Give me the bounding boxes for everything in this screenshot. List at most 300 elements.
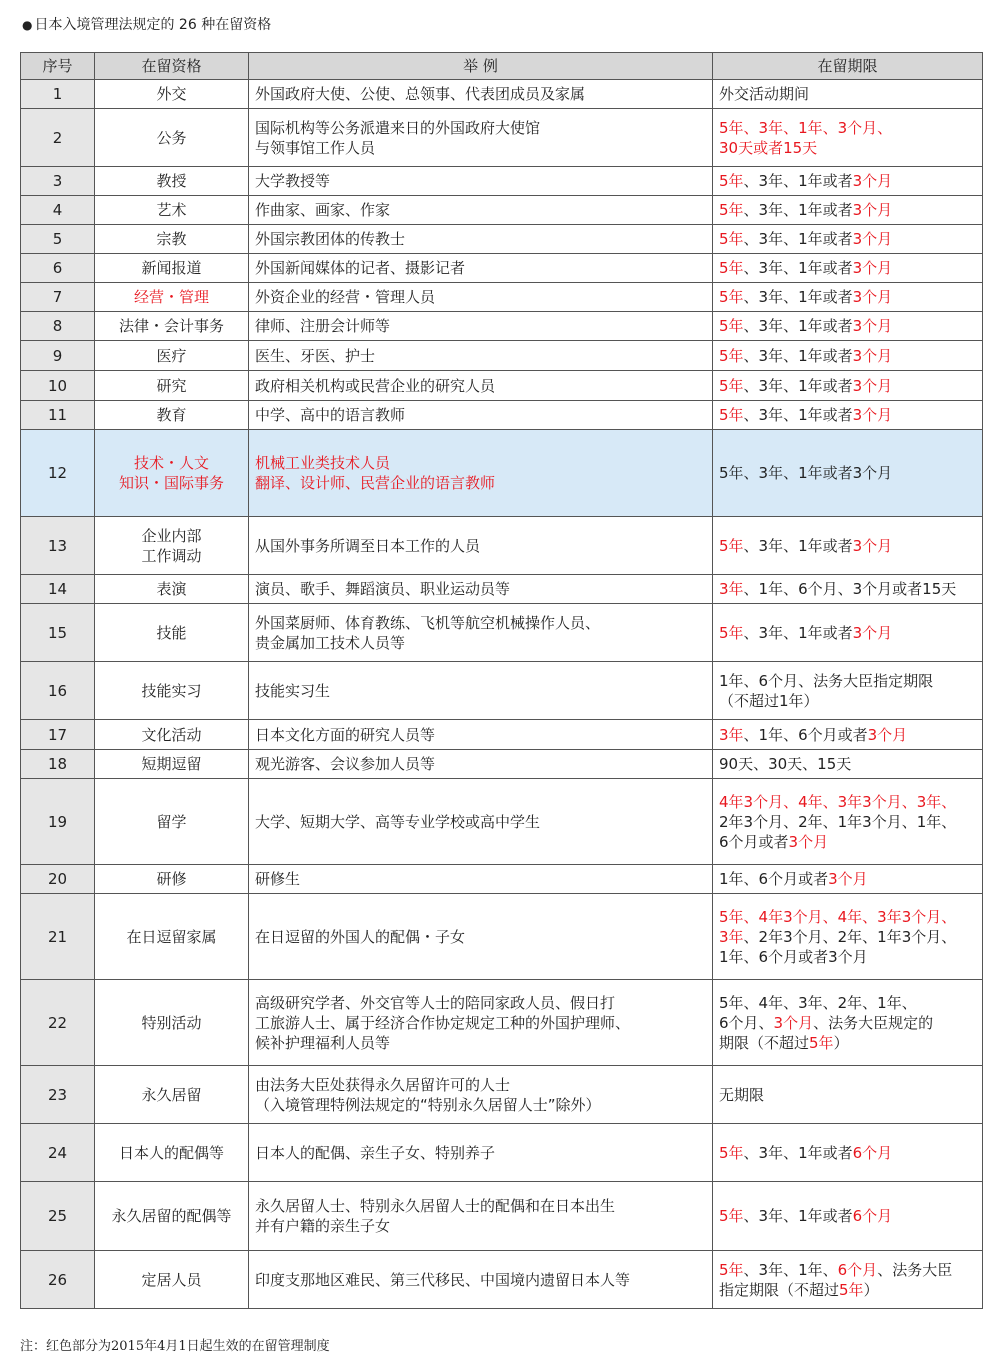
cell-line xyxy=(719,346,976,366)
cell-period xyxy=(713,1182,983,1251)
cell-example xyxy=(249,401,713,430)
table-row xyxy=(21,517,983,575)
cell-period xyxy=(713,430,983,517)
column-header-status: 在留资格 xyxy=(95,53,249,80)
cell-example xyxy=(249,80,713,109)
red-text: 5年 xyxy=(719,317,744,335)
cell-text: 1年、6个月或者3个月 xyxy=(719,947,868,966)
cell-example xyxy=(249,196,713,225)
cell-line xyxy=(719,907,976,927)
cell-example xyxy=(249,283,713,312)
table-row xyxy=(21,980,983,1066)
cell-period xyxy=(713,517,983,575)
cell-number: 19 xyxy=(21,779,95,865)
cell-text: 1年、6个月或者 xyxy=(719,870,829,888)
cell-line xyxy=(255,200,706,220)
cell-status xyxy=(95,779,249,865)
cell-line xyxy=(255,138,706,158)
cell-text: 大学、短期大学、高等专业学校或高中学生 xyxy=(255,812,541,831)
cell-number: 11 xyxy=(21,401,95,430)
cell-example xyxy=(249,865,713,894)
cell-status xyxy=(95,196,249,225)
cell-text: 技能实习 xyxy=(141,681,202,700)
cell-text: 观光游客、会议参加人员等 xyxy=(255,755,436,773)
cell-example xyxy=(249,430,713,517)
red-text: 5年 xyxy=(719,288,744,306)
cell-line xyxy=(719,1013,976,1033)
residence-status-table xyxy=(20,52,983,1309)
cell-line xyxy=(255,1095,706,1115)
cell-text: 期限（不超过 xyxy=(719,1033,810,1052)
cell-status xyxy=(95,401,249,430)
cell-number: 7 xyxy=(21,283,95,312)
cell-text: 、3年、1年或者 xyxy=(743,1207,853,1225)
cell-text: 新闻报道 xyxy=(141,259,202,277)
cell-text: 艺术 xyxy=(156,201,187,219)
cell-text: 研修生 xyxy=(255,870,301,888)
cell-line xyxy=(255,579,706,599)
cell-line xyxy=(719,832,976,852)
red-text: 5年 xyxy=(719,201,744,219)
table-row xyxy=(21,1124,983,1182)
cell-example xyxy=(249,341,713,371)
cell-line xyxy=(255,376,706,396)
cell-line xyxy=(719,376,976,396)
cell-line xyxy=(719,258,976,278)
cell-text: 宗教 xyxy=(156,230,187,248)
cell-text: 国际机构等公务派遣来日的外国政府大使馆 xyxy=(255,118,541,137)
cell-text: 、3年、1年、 xyxy=(743,1260,838,1279)
column-header-no: 序号 xyxy=(21,53,95,80)
cell-line xyxy=(255,346,706,366)
cell-line xyxy=(101,754,242,774)
cell-line xyxy=(255,258,706,278)
cell-line xyxy=(101,229,242,249)
cell-number: 20 xyxy=(21,865,95,894)
cell-text: 工作调动 xyxy=(141,546,202,565)
cell-text: 90天、30天、15天 xyxy=(719,755,852,773)
cell-line xyxy=(101,681,242,701)
red-text: 3个月 xyxy=(852,201,893,219)
red-text: 5年 xyxy=(719,536,744,555)
red-text: 5年、4年3个月、4年、3年3个月、 xyxy=(719,907,957,926)
red-text: 3个月 xyxy=(852,317,893,335)
cell-line xyxy=(719,792,976,812)
cell-line xyxy=(101,405,242,425)
red-text: 6个月 xyxy=(852,1143,893,1162)
cell-line xyxy=(255,1216,706,1236)
cell-line xyxy=(101,526,242,546)
cell-line xyxy=(255,1143,706,1163)
cell-line xyxy=(255,812,706,832)
cell-text: 、3年、1年或者 xyxy=(743,623,853,642)
cell-line xyxy=(255,1196,706,1216)
cell-text: 外国菜厨师、体育教练、飞机等航空机械操作人员、 xyxy=(255,613,601,632)
cell-text: 与领事馆工作人员 xyxy=(255,138,376,157)
red-text: 3年 xyxy=(719,725,744,744)
red-text: 6个月 xyxy=(852,1207,893,1225)
red-text: 5年 xyxy=(719,172,744,190)
table-row xyxy=(21,225,983,254)
cell-status xyxy=(95,720,249,750)
cell-status xyxy=(95,80,249,109)
cell-line xyxy=(255,725,706,745)
cell-text: 作曲家、画家、作家 xyxy=(255,201,391,219)
cell-example xyxy=(249,779,713,865)
cell-status xyxy=(95,371,249,401)
cell-status xyxy=(95,430,249,517)
cell-period xyxy=(713,779,983,865)
cell-text: 技能实习生 xyxy=(255,681,331,700)
cell-period xyxy=(713,225,983,254)
cell-line xyxy=(101,376,242,396)
cell-text: 研究 xyxy=(156,376,187,395)
cell-period xyxy=(713,720,983,750)
table-row xyxy=(21,1182,983,1251)
red-text: 5年 xyxy=(719,623,744,642)
cell-status xyxy=(95,604,249,662)
cell-status xyxy=(95,894,249,980)
cell-text: 指定期限（不超过 xyxy=(719,1280,840,1299)
cell-text: 6个月或者 xyxy=(719,832,789,851)
red-text: 5年 xyxy=(719,1260,744,1279)
cell-line xyxy=(101,473,242,493)
cell-line xyxy=(255,171,706,191)
cell-text: 、法务大臣 xyxy=(877,1260,953,1279)
cell-example xyxy=(249,1251,713,1309)
cell-line xyxy=(719,869,976,889)
cell-text: 永久居留人士、特别永久居留人士的配偶和在日本出生 xyxy=(255,1197,616,1215)
table-row xyxy=(21,575,983,604)
cell-line xyxy=(719,725,976,745)
cell-number: 2 xyxy=(21,109,95,167)
cell-text: 外资企业的经营・管理人员 xyxy=(255,288,436,306)
cell-line xyxy=(255,405,706,425)
cell-line xyxy=(719,623,976,643)
table-row xyxy=(21,254,983,283)
red-text: 5年 xyxy=(719,376,744,395)
cell-number: 18 xyxy=(21,750,95,779)
cell-line xyxy=(255,536,706,556)
cell-text: 1年、6个月、法务大臣指定期限 xyxy=(719,671,934,690)
cell-example xyxy=(249,750,713,779)
cell-text: 、3年、1年或者 xyxy=(743,317,853,335)
cell-status xyxy=(95,225,249,254)
cell-text: 、3年、1年或者 xyxy=(743,201,853,219)
page-title xyxy=(22,14,271,34)
cell-text: 技能 xyxy=(156,623,187,642)
cell-line xyxy=(719,579,976,599)
table-row xyxy=(21,341,983,371)
table-row xyxy=(21,283,983,312)
cell-period xyxy=(713,254,983,283)
cell-line xyxy=(101,346,242,366)
red-text: 3个月 xyxy=(852,536,893,555)
cell-example xyxy=(249,109,713,167)
cell-status xyxy=(95,1124,249,1182)
cell-line xyxy=(255,633,706,653)
cell-text: 高级研究学者、外交官等人士的陪同家政人员、假日打 xyxy=(255,993,616,1012)
cell-line xyxy=(101,869,242,889)
cell-line xyxy=(255,613,706,633)
cell-line xyxy=(101,453,242,473)
red-text: 3年 xyxy=(719,927,744,946)
cell-text: 、法务大臣规定的 xyxy=(813,1013,934,1032)
cell-line xyxy=(719,1033,976,1053)
table-row xyxy=(21,196,983,225)
cell-example xyxy=(249,225,713,254)
cell-text: 5年、4年、3年、2年、1年、 xyxy=(719,993,917,1012)
cell-line xyxy=(719,812,976,832)
cell-text: 、3年、1年或者 xyxy=(743,1143,853,1162)
cell-text: 、3年、1年或者 xyxy=(743,536,853,555)
cell-period xyxy=(713,283,983,312)
red-text: 3个月 xyxy=(852,230,893,248)
cell-example xyxy=(249,604,713,662)
cell-line xyxy=(719,1085,976,1105)
cell-line xyxy=(719,671,976,691)
red-text: 3个月 xyxy=(773,1013,814,1032)
cell-period xyxy=(713,1124,983,1182)
cell-line xyxy=(255,473,706,493)
table-row xyxy=(21,80,983,109)
cell-text: 演员、歌手、舞蹈演员、职业运动员等 xyxy=(255,580,511,598)
red-text: 3个月 xyxy=(852,376,893,395)
title-text: 日本入境管理法规定的 26 种在留资格 xyxy=(34,17,272,33)
cell-text: 政府相关机构或民营企业的研究人员 xyxy=(255,376,496,395)
cell-status xyxy=(95,1251,249,1309)
cell-text: 在日逗留家属 xyxy=(126,927,217,946)
cell-line xyxy=(719,229,976,249)
cell-text: 、3年、1年或者 xyxy=(743,288,853,306)
red-text: 5年 xyxy=(719,1143,744,1162)
red-text: 3个月 xyxy=(852,406,893,424)
cell-text: （入境管理特例法规定的“特别永久居留人士”除外） xyxy=(255,1095,601,1114)
cell-line xyxy=(255,1013,706,1033)
cell-example xyxy=(249,575,713,604)
cell-line xyxy=(719,118,976,138)
cell-number: 1 xyxy=(21,80,95,109)
cell-number: 3 xyxy=(21,167,95,196)
cell-line xyxy=(101,128,242,148)
cell-text: 教育 xyxy=(156,406,187,424)
cell-example xyxy=(249,517,713,575)
red-text: 技术・人文 xyxy=(133,454,209,472)
cell-period xyxy=(713,109,983,167)
cell-line xyxy=(719,138,976,158)
red-text: 30天或者15天 xyxy=(719,138,818,157)
cell-number: 9 xyxy=(21,341,95,371)
red-text: 5年 xyxy=(839,1280,864,1299)
red-text: 6个月 xyxy=(837,1260,878,1279)
cell-period xyxy=(713,894,983,980)
cell-text: 教授 xyxy=(156,172,187,190)
red-text: 3个月 xyxy=(788,832,829,851)
cell-text: 永久居留的配偶等 xyxy=(111,1207,232,1225)
cell-number: 15 xyxy=(21,604,95,662)
red-text: 5年 xyxy=(719,346,744,365)
cell-status xyxy=(95,1182,249,1251)
cell-text: 短期逗留 xyxy=(141,755,202,773)
red-text: 5年 xyxy=(719,230,744,248)
cell-status xyxy=(95,517,249,575)
cell-line xyxy=(255,681,706,701)
cell-example xyxy=(249,1182,713,1251)
cell-number: 4 xyxy=(21,196,95,225)
cell-line xyxy=(719,754,976,774)
cell-period xyxy=(713,371,983,401)
cell-line xyxy=(101,1085,242,1105)
cell-status xyxy=(95,575,249,604)
red-text: 5年、3年、1年、3个月、 xyxy=(719,118,893,137)
cell-text: 文化活动 xyxy=(141,725,202,744)
cell-line xyxy=(101,287,242,307)
red-text: 知识・国际事务 xyxy=(118,474,224,492)
cell-number: 8 xyxy=(21,312,95,341)
cell-period xyxy=(713,1066,983,1124)
cell-text: 从国外事务所调至日本工作的人员 xyxy=(255,536,481,555)
cell-status xyxy=(95,980,249,1066)
cell-line xyxy=(719,927,976,947)
cell-line xyxy=(719,405,976,425)
cell-text: 企业内部 xyxy=(141,526,202,545)
cell-line xyxy=(101,623,242,643)
red-text: 5年 xyxy=(719,406,744,424)
cell-line xyxy=(101,316,242,336)
cell-text: 、3年、1年或者 xyxy=(743,259,853,277)
cell-line xyxy=(255,84,706,104)
cell-line xyxy=(719,1260,976,1280)
cell-text: 印度支那地区难民、第三代移民、中国境内遗留日本人等 xyxy=(255,1270,631,1289)
table-row xyxy=(21,1066,983,1124)
table-row xyxy=(21,604,983,662)
cell-number: 21 xyxy=(21,894,95,980)
red-text: 3个月 xyxy=(852,346,893,365)
cell-text: 公务 xyxy=(156,128,187,147)
cell-number: 24 xyxy=(21,1124,95,1182)
cell-line xyxy=(719,691,976,711)
red-text: 3个月 xyxy=(852,288,893,306)
cell-text: 外国政府大使、公使、总领事、代表团成员及家属 xyxy=(255,85,586,103)
cell-text: 特别活动 xyxy=(141,1013,202,1032)
cell-number: 6 xyxy=(21,254,95,283)
cell-text: 律师、注册会计师等 xyxy=(255,317,391,335)
cell-status xyxy=(95,109,249,167)
cell-text: 贵金属加工技术人员等 xyxy=(255,633,406,652)
cell-text: 工旅游人士、属于经济合作协定规定工种的外国护理师、 xyxy=(255,1013,631,1032)
cell-period xyxy=(713,401,983,430)
cell-line xyxy=(101,200,242,220)
red-text: 翻译、设计师、民营企业的语言教师 xyxy=(255,474,496,492)
table-row xyxy=(21,167,983,196)
cell-line xyxy=(719,171,976,191)
cell-text: 5年、3年、1年或者3个月 xyxy=(719,464,893,482)
cell-example xyxy=(249,254,713,283)
cell-status xyxy=(95,312,249,341)
table-row xyxy=(21,430,983,517)
cell-period xyxy=(713,1251,983,1309)
cell-period xyxy=(713,604,983,662)
cell-period xyxy=(713,341,983,371)
column-header-period: 在留期限 xyxy=(713,53,983,80)
table-row xyxy=(21,662,983,720)
cell-line xyxy=(255,453,706,473)
cell-line xyxy=(719,947,976,967)
cell-line xyxy=(719,536,976,556)
cell-text: 日本人的配偶、亲生子女、特别养子 xyxy=(255,1143,496,1162)
cell-line xyxy=(719,287,976,307)
cell-number: 16 xyxy=(21,662,95,720)
cell-line xyxy=(255,1075,706,1095)
red-text: 经营・管理 xyxy=(133,288,209,306)
cell-text: 在日逗留的外国人的配偶・子女 xyxy=(255,927,466,946)
cell-line xyxy=(255,754,706,774)
cell-line xyxy=(719,1143,976,1163)
cell-text: 医疗 xyxy=(156,346,187,365)
table-row xyxy=(21,894,983,980)
cell-line xyxy=(101,1206,242,1226)
red-text: 3个月 xyxy=(828,870,868,888)
cell-text: 、3年、1年或者 xyxy=(743,376,853,395)
table-row xyxy=(21,371,983,401)
cell-text: 外交活动期间 xyxy=(719,85,810,103)
cell-text: 定居人员 xyxy=(141,1270,202,1289)
cell-line xyxy=(255,316,706,336)
cell-line xyxy=(255,1033,706,1053)
cell-number: 22 xyxy=(21,980,95,1066)
cell-line xyxy=(719,993,976,1013)
cell-line xyxy=(101,84,242,104)
cell-text: 表演 xyxy=(156,580,187,598)
red-text: 3个月 xyxy=(852,172,893,190)
cell-text: 、3年、1年或者 xyxy=(743,406,853,424)
red-text: 机械工业类技术人员 xyxy=(255,454,391,472)
cell-status xyxy=(95,662,249,720)
cell-line xyxy=(719,463,976,483)
cell-text: 候补护理福利人员等 xyxy=(255,1033,391,1052)
cell-number: 14 xyxy=(21,575,95,604)
cell-period xyxy=(713,196,983,225)
cell-line xyxy=(255,869,706,889)
bullet-icon: ● xyxy=(22,18,33,32)
cell-line xyxy=(101,546,242,566)
cell-line xyxy=(101,725,242,745)
table-row xyxy=(21,865,983,894)
cell-status xyxy=(95,750,249,779)
cell-status xyxy=(95,341,249,371)
cell-line xyxy=(255,229,706,249)
cell-line xyxy=(101,812,242,832)
table-row xyxy=(21,720,983,750)
red-text: 3年 xyxy=(719,580,744,598)
cell-line xyxy=(101,1143,242,1163)
cell-text: （不超过1年） xyxy=(719,691,819,710)
cell-text: 法律・会计事务 xyxy=(118,317,224,335)
cell-text: 、1年、6个月或者 xyxy=(743,725,868,744)
cell-number: 13 xyxy=(21,517,95,575)
cell-text: 无期限 xyxy=(719,1085,765,1104)
cell-number: 25 xyxy=(21,1182,95,1251)
cell-line xyxy=(255,1270,706,1290)
table-row xyxy=(21,1251,983,1309)
table-row xyxy=(21,779,983,865)
cell-line xyxy=(101,1013,242,1033)
cell-number: 5 xyxy=(21,225,95,254)
cell-text: 并有户籍的亲生子女 xyxy=(255,1217,391,1235)
cell-period xyxy=(713,575,983,604)
cell-number: 26 xyxy=(21,1251,95,1309)
cell-status xyxy=(95,254,249,283)
